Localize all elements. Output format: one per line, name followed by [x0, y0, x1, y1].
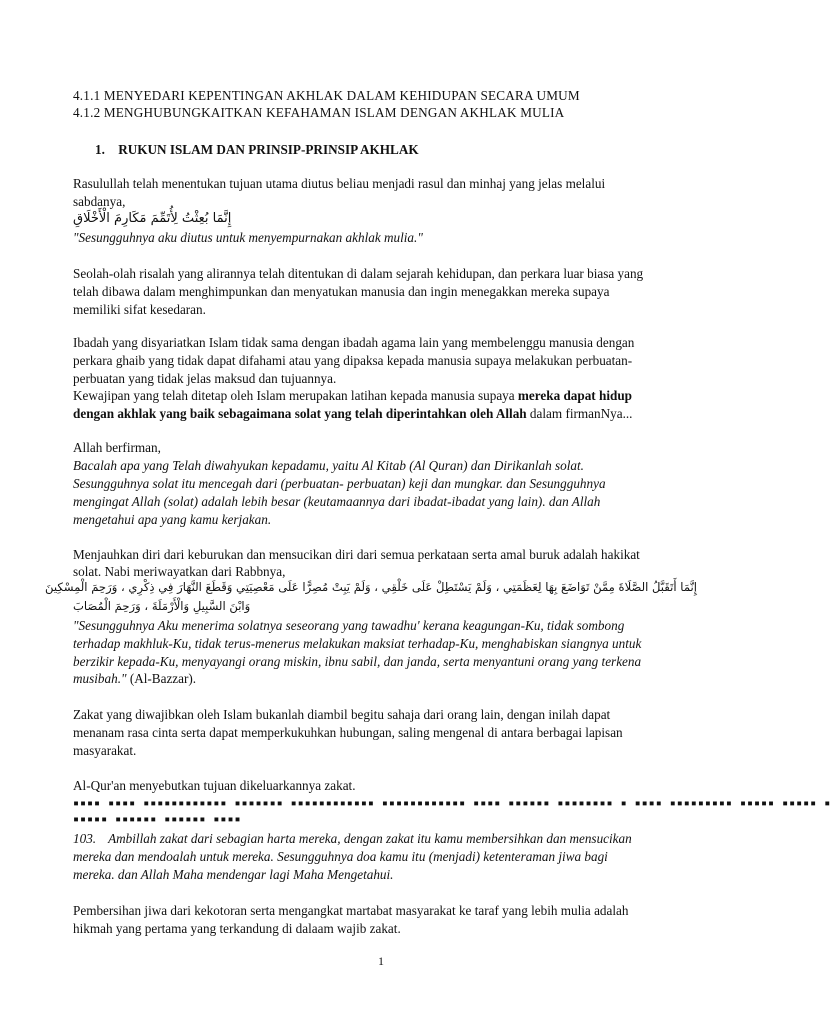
zakat-translation-text1: Ambillah zakat dari sebagian harta mereka, dengan zakat itu kamu membersihkan dan mensucikan	[108, 831, 632, 846]
zakat-translation-line1	[73, 830, 697, 848]
para5-line2: solat. Nabi meriwayatkan dari Rabbnya,	[73, 564, 286, 579]
para8-line1: Pembersihan jiwa dari kekotoran serta mengangkat martabat masyarakat ke taraf yang lebih mulia adalah	[73, 903, 629, 918]
para8-line2: hikmah yang pertama yang terkandung di dalaam wajib zakat.	[73, 921, 401, 936]
hadith-qudsi-translation-end: musibah."	[73, 671, 127, 686]
para2-line2: telah dibawa dalam menghimpunkan dan menyatukan manusia dan ingin menegakkan mereka supaya	[73, 284, 610, 299]
hadith-arabic: إِنَّمَا بُعِثْتُ لِأُتَمِّمَ مَكَارِمَ الْأَخْلَاقِ	[73, 211, 232, 226]
para6-line2: menanam rasa cinta serta dapat memperkukuhkan hubungan, saling mengenal di antara berbagai lapisan	[73, 725, 623, 740]
heading-4-1-1: 4.1.1 MENYEDARI KEPENTINGAN AKHLAK DALAM KEHIDUPAN SECARA UMUM	[73, 88, 580, 103]
para2-line1: Seolah-olah risalah yang alirannya telah ditentukan di dalam sejarah kehidupan, dan perkara luar biasa yang	[73, 266, 644, 281]
para3-line3: perbuatan yang tidak jelas maksud dan tujuannya.	[73, 371, 337, 386]
hadith-translation: "Sesungguhnya aku diutus untuk menyempurnakan akhlak mulia."	[73, 230, 423, 245]
hadith-qudsi-translation-line3: berzikir kepada-Ku, menyayangi orang miskin, ibnu sabil, dan janda, serta menyantuni orang yang terkena	[73, 654, 642, 669]
hadith-source: (Al-Bazzar).	[126, 671, 197, 686]
quran-verse-garbled-line2: ▪▪▪▪▪ ▪▪▪▪▪▪ ▪▪▪▪▪▪ ▪▪▪▪	[73, 814, 242, 825]
para3-line5-text: dalam firmanNya...	[526, 406, 633, 421]
zakat-translation-line2: mereka dan mendoalah untuk mereka. Sesungguhnya doa kamu itu (menjadi) ketenteraman jiwa bagi	[73, 849, 608, 864]
para3-line4-bold: mereka dapat hidup	[517, 388, 632, 403]
para3-line1: Ibadah yang disyariatkan Islam tidak sama dengan ibadah agama lain yang membelenggu manusia dengan	[73, 335, 635, 350]
quran-translation-line3: mengingat Allah (solat) adalah lebih besar (keutamaannya dari ibadat-ibadat yang lain). dan Allah	[73, 494, 601, 509]
zakat-translation-line3: mereka. dan Allah Maha mendengar lagi Maha Mengetahui.	[73, 867, 394, 882]
para6-line3: masyarakat.	[73, 743, 137, 758]
para1-line1: Rasulullah telah menentukan tujuan utama diutus beliau menjadi rasul dan minhaj yang jelas melalui	[73, 176, 606, 191]
hadith-qudsi-arabic-line2: وَابْنَ السَّبِيلِ وَالْأَرْمَلَةَ ، وَرَحِمَ الْمُصَابَ	[73, 599, 251, 613]
para3-line4-text: Kewajipan yang telah ditetap oleh Islam merupakan latihan kepada manusia supaya	[73, 388, 518, 403]
para1-line2: sabdanya,	[73, 194, 126, 209]
quran-translation-line4: mengetahui apa yang kamu kerjakan.	[73, 512, 272, 527]
page-number: 1	[378, 954, 384, 968]
para7-intro: Al-Qur'an menyebutkan tujuan dikeluarkannya zakat.	[73, 778, 356, 793]
para4-intro: Allah berfirman,	[73, 440, 161, 455]
quran-translation-line2: Sesungguhnya solat itu mencegah dari (perbuatan- perbuatan) keji dan mungkar. dan Sesungguhnya	[73, 476, 606, 491]
quran-translation-line1: Bacalah apa yang Telah diwahyukan kepadamu, yaitu Al Kitab (Al Quran) dan Dirikanlah solat.	[73, 458, 584, 473]
hadith-qudsi-translation-line2: terhadap makhluk-Ku, tidak terus-menerus melakukan maksiat terhadap-Ku, menghabiskan siangnya untuk	[73, 636, 642, 651]
heading-4-1-2: 4.1.2 MENGHUBUNGKAITKAN KEFAHAMAN ISLAM DENGAN AKHLAK MULIA	[73, 105, 565, 120]
para5-line1: Menjauhkan diri dari keburukan dan mensucikan diri dari semua perkataan serta amal buruk adalah hakikat	[73, 547, 640, 562]
section-title: RUKUN ISLAM DAN PRINSIP-PRINSIP AKHLAK	[118, 142, 419, 157]
verse-number: 103.	[73, 831, 97, 846]
hadith-qudsi-translation-line1: "Sesungguhnya Aku menerima solatnya seseorang yang tawadhu' kerana keagungan-Ku, tidak sombong	[73, 618, 625, 633]
hadith-qudsi-translation-line4	[73, 670, 697, 688]
quran-verse-garbled-line1: ▪▪▪▪ ▪▪▪▪ ▪▪▪▪▪▪▪▪▪▪▪▪ ▪▪▪▪▪▪▪ ▪▪▪▪▪▪▪▪▪▪▪▪ ▪▪▪▪▪▪▪▪▪▪▪▪ ▪▪▪▪ ▪▪▪▪▪▪ ▪▪▪▪▪▪▪▪ ▪ ▪▪▪▪ ▪▪▪▪▪▪▪▪▪ ▪▪▪▪▪ ▪▪▪▪▪ ▪	[73, 798, 831, 809]
hadith-qudsi-arabic-line1: إِنَّمَا أَتَقَبَّلُ الصَّلَاةَ مِمَّنْ تَوَاضَعَ بِهَا لِعَظَمَتِي ، وَلَمْ يَسْتَطِلْ عَلَى خَلْقِي ، وَلَمْ يَبِتْ مُصِرًّا عَلَى مَعْصِيَتِي وَقَطَعَ النَّهَارَ فِي ذِكْرِي ، وَرَحِمَ الْمِسْكِينَ	[45, 580, 697, 594]
para2-line3: memiliki sifat kesedaran.	[73, 302, 206, 317]
para6-line1: Zakat yang diwajibkan oleh Islam bukanlah diambil begitu sahaja dari orang lain, dengan inilah dapat	[73, 707, 611, 722]
section-number: 1.	[95, 142, 105, 157]
para3-line4	[73, 387, 697, 405]
para3-line5-bold: dengan akhlak yang baik sebagaimana solat yang telah diperintahkan oleh Allah	[73, 406, 527, 421]
para3-line2: perkara ghaib yang tidak dapat difahami atau yang dipaksa kepada manusia supaya melakukan perbuatan-	[73, 353, 633, 368]
section-heading	[95, 141, 719, 159]
para3-line5	[73, 405, 697, 423]
